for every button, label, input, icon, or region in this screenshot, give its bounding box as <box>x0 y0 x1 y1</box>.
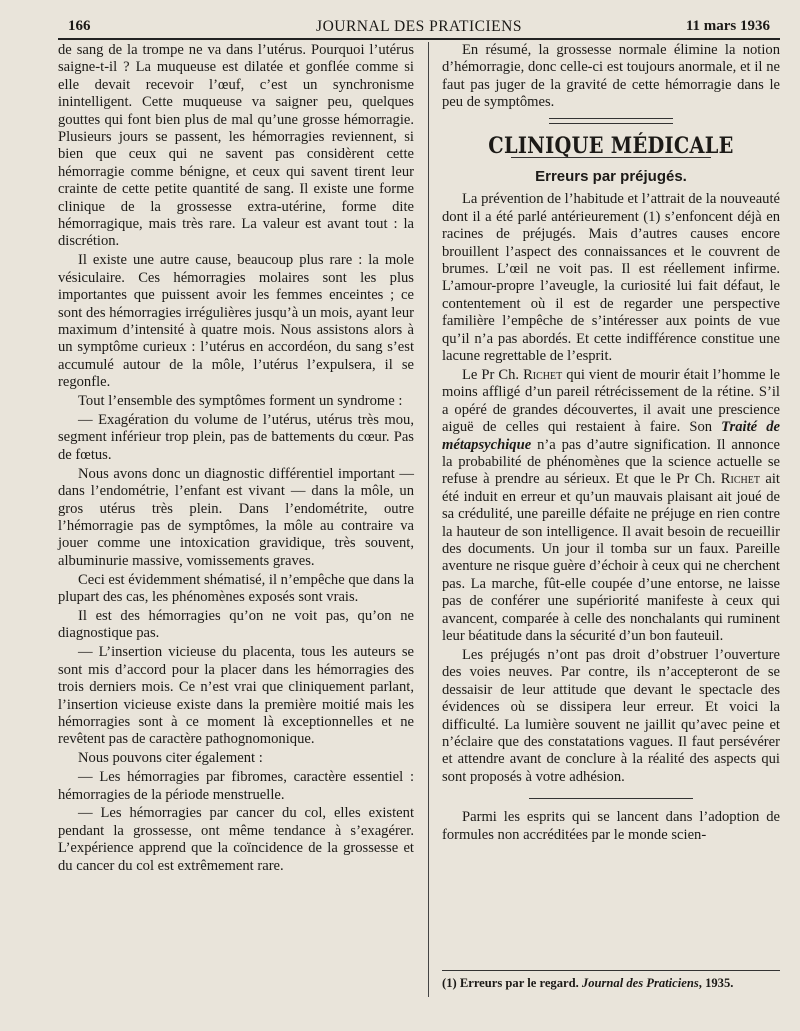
page-header <box>58 14 780 40</box>
footnote-rule <box>442 970 780 971</box>
column-divider <box>428 42 429 997</box>
paragraph: Les préjugés n’ont pas droit d’obstruer l’ouverture des voies neuves. Par contre, ils n’accepteront de se dessaisir de leur attitude que devant le spectacle des évidences où se dissipera leur erreur. Et voici la difficulté. La lumière souvent ne jaillit qu’avec peine et n’éclaire que des constatations vagues. Il faut persévérer et attendre avant de conclure à la réalité des aspects qui sont proposés à votre adhésion. <box>442 647 780 785</box>
journal-title: JOURNAL DES PRATICIENS <box>316 18 522 35</box>
issue-date: 11 mars 1936 <box>685 18 770 34</box>
paragraph: Il existe une autre cause, beaucoup plus rare : la mole vésiculaire. Ces hémorragies molaires sont les plus importantes que puissent avoir les femmes enceintes ; ce sont des hémorragies irrégulières jusqu’à un mois, ayant leur maximum d’intensité à quatre mois. Nous assistons alors à un symptôme curieux : l’utérus en accordéon, du sang s’est accumulé autour de la môle, l’utérus l’expulsera, il se regonfle. <box>58 252 414 391</box>
separator <box>549 118 673 124</box>
paragraph: — L’insertion vicieuse du placenta, tous les auteurs se sont mis d’accord pour la placer dans les hémorragies des trois derniers mois. Ce n’est vrai que cliniquement parlant, l’insertion vicieuse existe dans la première moitié mais les hémorragies sont à ce moment là exceptionnelles et ne revêtent pas de caractère pathognomonique. <box>58 644 414 748</box>
text-run: qui vient de mourir était l’homme le moins affligé d’un pareil rétrécissement de la rétine. S’il a opéré de grandes découvertes, il avait une prescience aiguë de celles qui restaient à faire. Son <box>442 367 780 436</box>
author-name: Richet <box>720 471 760 488</box>
page-number: 166 <box>68 18 91 34</box>
footnote <box>442 976 782 991</box>
left-column <box>58 42 414 877</box>
text-run: ait été induit en erreur et qu’un mauvais plaisant ait joué de sa crédulité, une pareille défaite ne préjuge en rien contre la hauteur de son intelligence. Il avait besoin de recueillir des documents. Un jour il tomba sur un faux. Pareille aventure ne risque guère d’échoir à ceux qui ne cherchent pas. La marche, fût-elle coupée d’une entorse, ne laisse pas de conférer une supériorité manifeste à ceux qui avancent, comparée à celle des nonchalants qui ruminent leur béatitude dans la sécurité d’un bon fauteuil. <box>442 471 780 645</box>
paragraph: Parmi les esprits qui se lancent dans l’adoption de formules non accréditées par le monde scien- <box>442 809 780 843</box>
paragraph: Il est des hémorragies qu’on ne voit pas, qu’on ne diagnostique pas. <box>58 608 414 642</box>
paragraph: de sang de la trompe ne va dans l’utérus. Pourquoi l’utérus saigne-t-il ? La muqueuse est dilatée et gonflée comme si elle devait recevoir l’œuf, c’est un synchronisme inintelligent. Cette muqueuse va saigner peu, quelques gouttes qui font bien plus de mal qu’une grosse hémorragie. Plusieurs jours se passent, les hémorragies reviennent, si bien que ceux qui ne savent pas considèrent cette hémorragie comme bénigne, et ceux qui savent tirent leur crainte de cette petite quantité de sang. Il existe une forme clinique de la grossesse extra-utérine, forme dite hémorragique, mais très rare. La valeur est avant tout : la discrétion. <box>58 42 414 250</box>
separator <box>529 798 693 799</box>
paragraph: — Les hémorragies par cancer du col, elles existent pendant la grossesse, ont même tendance à s’exagérer. L’expérience apprend que la coïncidence de la grossesse et du cancer du col est extrêmement rare. <box>58 805 414 874</box>
text-run: n’a pas d’autre signification. Il annonce la probabilité de phénomènes que la science actuelle se refuse à prendre au sérieux. Et que le Pr Ch. <box>442 436 780 488</box>
paragraph: En résumé, la grossesse normale élimine la notion d’hémorragie, donc celle-ci est toujours anormale, et il ne faut pas juger de la gravité de cette hémorragie dans le peu de symptômes. <box>442 42 780 111</box>
footnote-text: (1) Erreurs par le regard. <box>442 976 582 990</box>
header-rule <box>58 38 780 40</box>
paragraph: — Les hémorragies par fibromes, caractère essentiel : hémorragies de la période menstruelle. <box>58 769 414 803</box>
paragraph: — Exagération du volume de l’utérus, utérus très mou, segment inférieur trop plein, pas de battements du cœur. Pas de fœtus. <box>58 412 414 463</box>
paragraph: Tout l’ensemble des symptômes forment un syndrome : <box>78 393 403 410</box>
footnote-year: , 1935. <box>698 976 734 990</box>
paragraph: Ceci est évidemment shématisé, il n’empêche que dans la plupart des cas, les phénomènes exposés sont vrais. <box>58 571 414 606</box>
article-subtitle: Erreurs par préjugés. <box>535 168 687 186</box>
paragraph: Nous pouvons citer également : <box>78 750 263 767</box>
paragraph: La prévention de l’habitude et l’attrait de la nouveauté dont il a été parlé antérieurement (1) s’enfoncent déjà en racines de préjugés. Mais d’autres causes encore brouillent l’aspect des connaissances et le couvrent de brumes. L’œil ne voit pas. Il est réellement infirme. L’amour-propre l’aveugle, la curiosité lui fait défaut, le contentement où il est de regarder une perspective familière l’empêche de s’intéresser aux points de vue qu’il n’a pas abordés. Et cette indifférence constitue une lacune regrettable de l’esprit. <box>442 191 780 365</box>
book-title: Traité de métapsychique <box>442 419 780 453</box>
section-title: CLINIQUE MÉDICALE <box>488 132 734 159</box>
right-column <box>442 42 780 846</box>
footnote-journal: Journal des Praticiens <box>581 976 699 990</box>
paragraph: Nous avons donc un diagnostic différentiel important — dans l’endométrie, l’enfant est vivant — dans la môle, un gros utérus très plein. Dans l’endométrite, outre l’hémorragie pas de symptômes, la môle au contraire va jouer comme une intoxication gravidique, très souvent, albuminurie massive, vomissements graves. <box>58 465 414 569</box>
paragraph <box>442 367 780 646</box>
author-name: Richet <box>523 367 563 383</box>
text-run: Le Pr Ch. <box>462 367 524 383</box>
